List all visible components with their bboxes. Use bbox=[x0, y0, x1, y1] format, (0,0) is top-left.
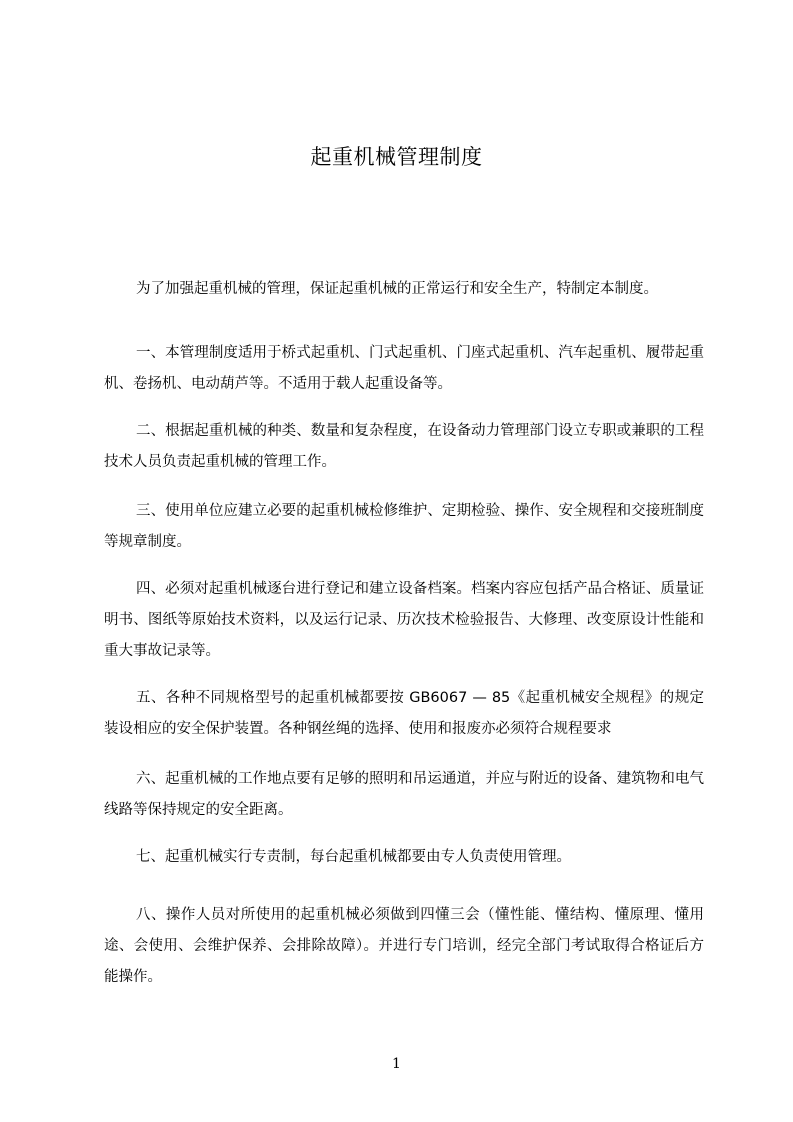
document-title: 起重机械管理制度 bbox=[310, 145, 483, 169]
clause-5-paragraph: 五、各种不同规格型号的起重机械都要按 GB6067 — 85《起重机械安全规程》的规定装设相应的安全保护装置。各种钢丝绳的选择、使用和报废亦必须符合规程要求 bbox=[104, 690, 704, 737]
intro-paragraph: 为了加强起重机械的管理，保证起重机械的正常运行和安全生产，特制定本制度。 bbox=[136, 281, 658, 297]
clause-7-paragraph: 七、起重机械实行专责制，每台起重机械都要由专人负责使用管理。 bbox=[136, 849, 571, 865]
clause-8-paragraph: 八、操作人员对所使用的起重机械必须做到四懂三会（懂性能、懂结构、懂原理、懂用途、会使用、会维护保养、会排除故障）。并进行专门培训，经完全部门考试取得合格证后方能操作。 bbox=[104, 907, 704, 985]
clause-3-paragraph: 三、使用单位应建立必要的起重机械检修维护、定期检验、操作、安全规程和交接班制度等规章制度。 bbox=[104, 503, 704, 550]
clause-6-paragraph: 六、起重机械的工作地点要有足够的照明和吊运通道，并应与附近的设备、建筑物和电气线路等保持规定的安全距离。 bbox=[104, 771, 704, 818]
clause-1-paragraph: 一、本管理制度适用于桥式起重机、门式起重机、门座式起重机、汽车起重机、履带起重机、卷扬机、电动葫芦等。不适用于载人起重设备等。 bbox=[104, 345, 704, 392]
clause-2-paragraph: 二、根据起重机械的种类、数量和复杂程度，在设备动力管理部门设立专职或兼职的工程技术人员负责起重机械的管理工作。 bbox=[104, 423, 704, 470]
page-number: 1 bbox=[392, 1056, 401, 1072]
clause-4-paragraph: 四、必须对起重机械逐台进行登记和建立设备档案。档案内容应包括产品合格证、质量证明书、图纸等原始技术资料，以及运行记录、历次技术检验报告、大修理、改变原设计性能和重大事故记录等。 bbox=[104, 581, 704, 659]
